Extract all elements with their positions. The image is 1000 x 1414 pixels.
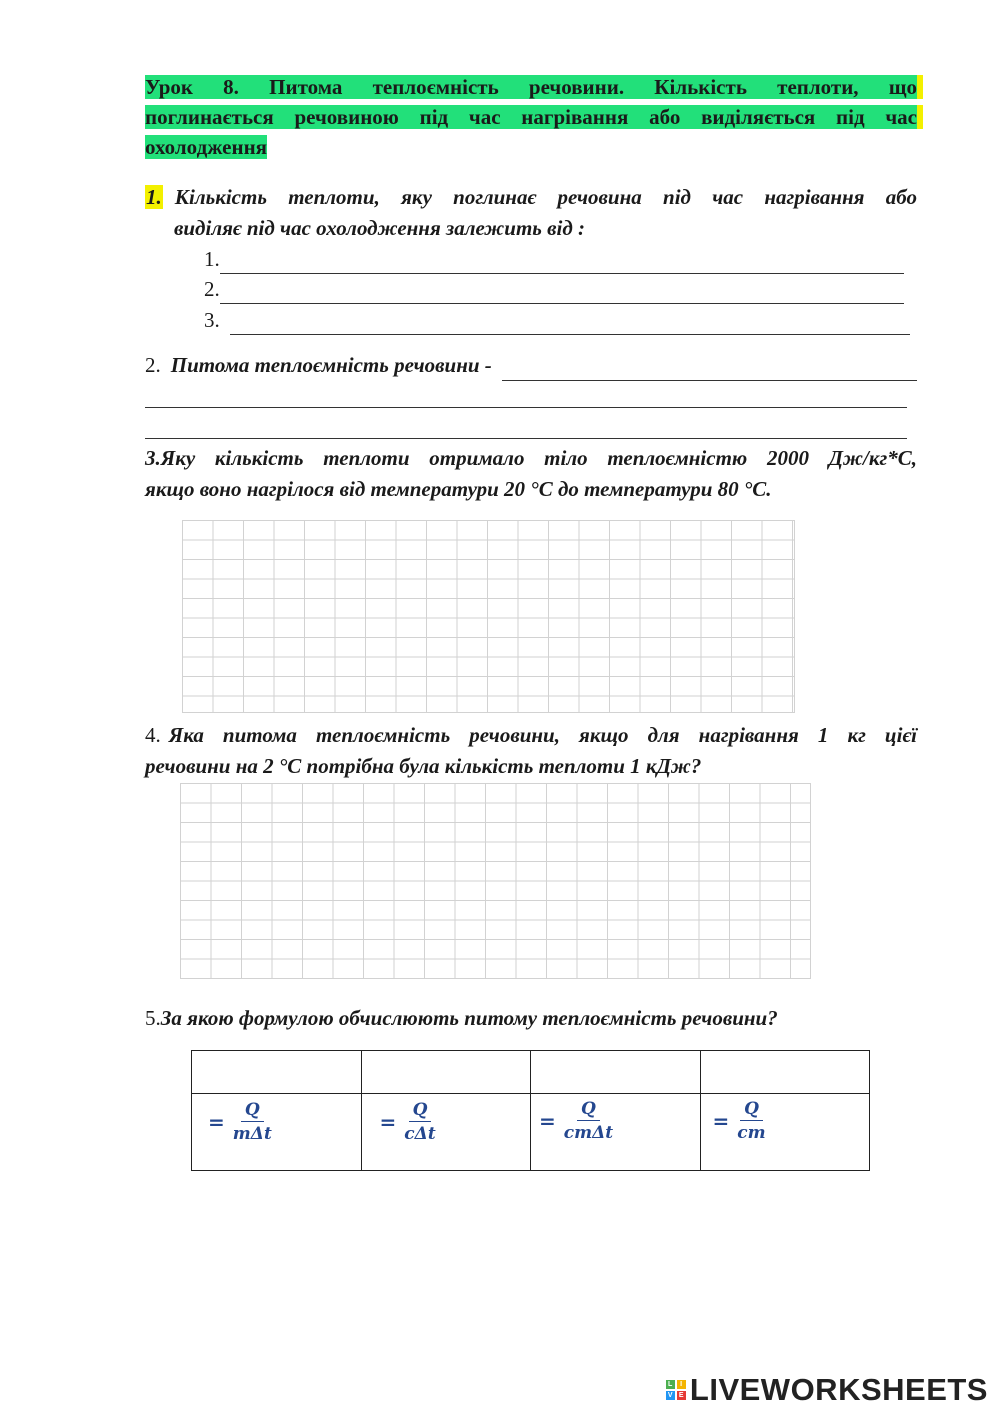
question-3: [145, 443, 917, 505]
question-4-number: 4.: [145, 723, 161, 747]
liveworksheets-logo-icon: [666, 1380, 686, 1400]
question-1-text-line-1: Кількість теплоти, яку поглинає речовина під час нагрівання або: [174, 185, 917, 209]
question-1-text-line-2: виділяє під час охолодження залежить від :: [174, 216, 586, 240]
option-answer-cell-2[interactable]: [361, 1051, 530, 1094]
option-answer-cell-3[interactable]: [531, 1051, 701, 1094]
logo-square-e: E: [678, 1392, 684, 1399]
question-4-line-2: речовини на 2 °С потрібна була кількість теплоти 1 кДж?: [145, 754, 702, 778]
logo-square-l: L: [666, 1380, 675, 1389]
question-5: [145, 1003, 917, 1034]
answer-line-3-blank[interactable]: [230, 312, 910, 335]
answer-line-1[interactable]: 1.: [204, 244, 904, 274]
answer-line-2[interactable]: 2.: [204, 274, 904, 304]
liveworksheets-logo: [666, 1372, 988, 1408]
lesson-title-line-1: Урок 8. Питома теплоємність речовини. Кількість теплоти, що: [145, 75, 917, 99]
option-answer-cell-4[interactable]: [700, 1051, 869, 1094]
question-4-line-1: Яка питома теплоємність речовини, якщо для нагрівання 1 кг цієї: [168, 723, 917, 747]
formula-option-2[interactable]: [361, 1094, 530, 1171]
question-4: [145, 720, 917, 782]
formula-options-table: [191, 1050, 870, 1171]
lesson-title: [145, 72, 917, 132]
formula-3: = $\frac{Q}{\text{cmΔt}}$: [539, 1099, 614, 1143]
option-answer-cell-1[interactable]: [192, 1051, 362, 1094]
answer-line-2-blank[interactable]: [220, 281, 904, 304]
definition-blank-2[interactable]: [145, 387, 907, 408]
question-2-text: Питома теплоємність речовини -: [170, 353, 492, 377]
formula-option-3[interactable]: [531, 1094, 701, 1171]
answer-grid-4[interactable]: [180, 783, 811, 979]
question-1: [145, 182, 917, 244]
formula-2: = $\frac{Q}{\text{cΔt}}$: [379, 1100, 436, 1144]
question-3-line-1: 3.Яку кількість теплоти отримало тіло теплоємністю 2000 Дж/кг*С,: [145, 446, 917, 470]
formula-4: = $\frac{Q}{cm}$: [712, 1099, 766, 1143]
logo-square-v: V: [667, 1392, 673, 1399]
definition-blank-1[interactable]: [502, 358, 917, 381]
formula-option-1[interactable]: [192, 1094, 362, 1171]
question-5-number: 5.: [145, 1006, 161, 1030]
question-2-number: 2.: [145, 353, 161, 377]
answer-grid-3[interactable]: [182, 520, 795, 713]
formula-option-4[interactable]: [700, 1094, 869, 1171]
definition-blank-3[interactable]: [145, 418, 907, 439]
question-3-line-2: якщо воно нагрілося від температури 20 °С до температури 80 °С.: [145, 477, 772, 501]
question-1-number: 1.: [146, 185, 162, 209]
lesson-title-line-2: поглинається речовиною під час нагрівання або виділяється під час: [145, 105, 917, 129]
answer-line-1-blank[interactable]: [220, 251, 904, 274]
lesson-title-line-3: охолодження: [145, 135, 268, 159]
formula-1: = $\frac{Q}{\text{mΔt}}$: [208, 1100, 272, 1144]
logo-square-i: I: [677, 1380, 686, 1389]
answer-line-3[interactable]: 3.: [204, 305, 910, 335]
logo-text: LIVEWORKSHEETS: [689, 1372, 988, 1407]
question-5-text: За якою формулою обчислюють питому теплоємність речовини?: [160, 1006, 778, 1030]
question-2: [145, 350, 917, 381]
